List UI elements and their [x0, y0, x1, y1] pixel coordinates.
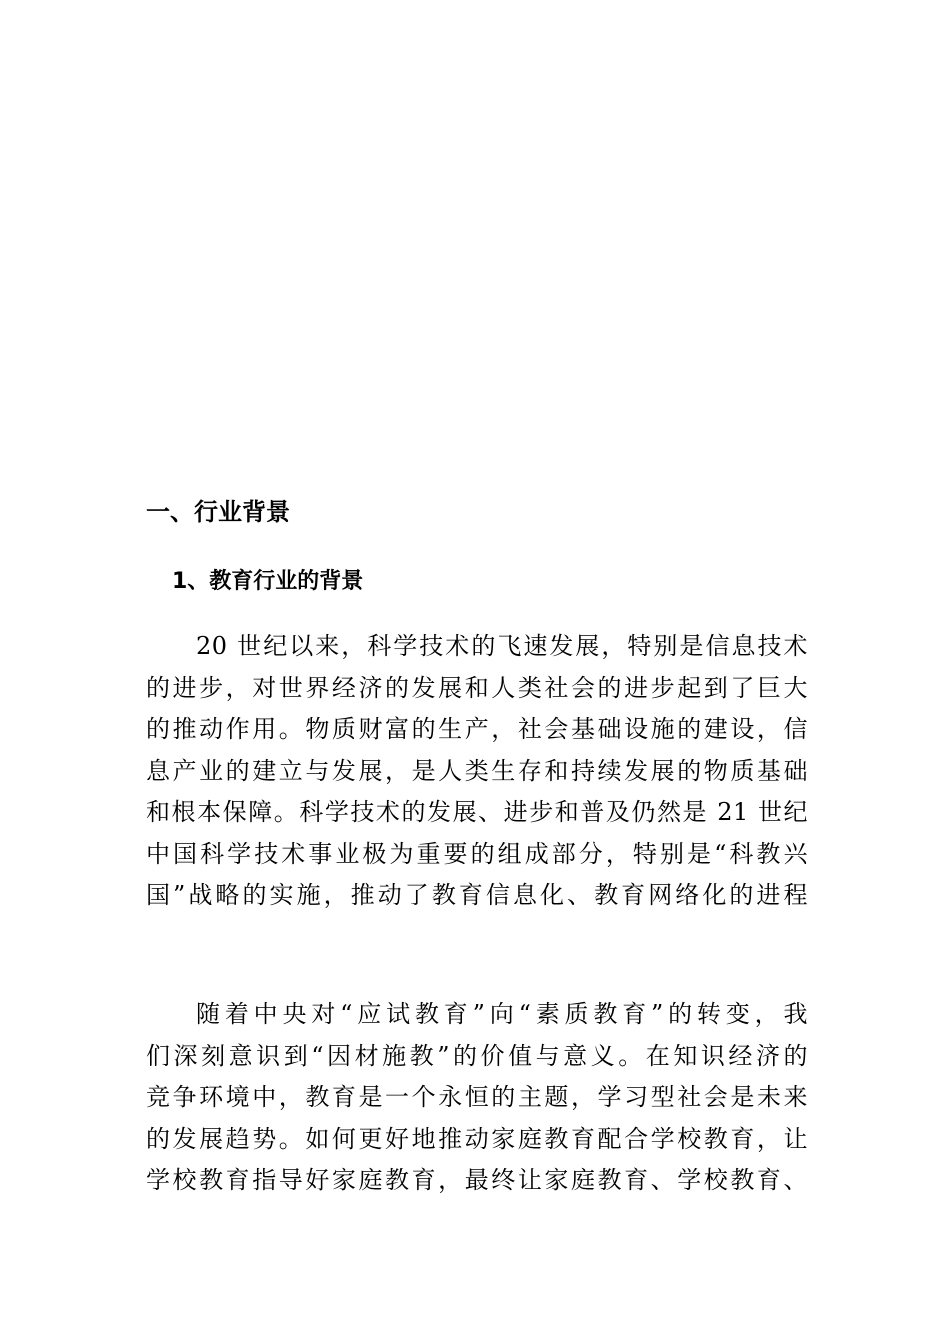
paragraph-line: 学校教育指导好家庭教育，最终让家庭教育、学校教育、 — [146, 1166, 808, 1194]
paragraph-line: 和根本保障。科学技术的发展、进步和普及仍然是 21 世纪 — [146, 798, 808, 826]
paragraph-line: 中国科学技术事业极为重要的组成部分，特别是“科教兴 — [146, 839, 808, 868]
paragraph-line: 息产业的建立与发展，是人类生存和持续发展的物质基础 — [146, 756, 808, 785]
paragraph-line: 们深刻意识到“因材施教”的价值与意义。在知识经济的 — [146, 1041, 808, 1070]
paragraph-line: 20 世纪以来，科学技术的飞速发展，特别是信息技术 — [196, 632, 808, 660]
paragraph-line: 的推动作用。物质财富的生产，社会基础设施的建设，信 — [146, 715, 808, 743]
paragraph-line: 随着中央对“应试教育”向“素质教育”的转变，我 — [196, 1000, 808, 1028]
section-heading: 一、行业背景 — [146, 498, 290, 526]
paragraph-quality-education — [146, 994, 808, 1202]
sub-heading: 1、教育行业的背景 — [172, 569, 364, 594]
paragraph-line: 的进步，对世界经济的发展和人类社会的进步起到了巨大 — [146, 673, 808, 702]
paragraph-line: 国”战略的实施，推动了教育信息化、教育网络化的进程 — [146, 881, 808, 909]
paragraph-line: 竞争环境中，教育是一个永恒的主题，学习型社会是未来 — [146, 1083, 808, 1111]
paragraph-line: 的发展趋势。如何更好地推动家庭教育配合学校教育，让 — [146, 1124, 808, 1153]
paragraph-education-background — [146, 626, 808, 917]
